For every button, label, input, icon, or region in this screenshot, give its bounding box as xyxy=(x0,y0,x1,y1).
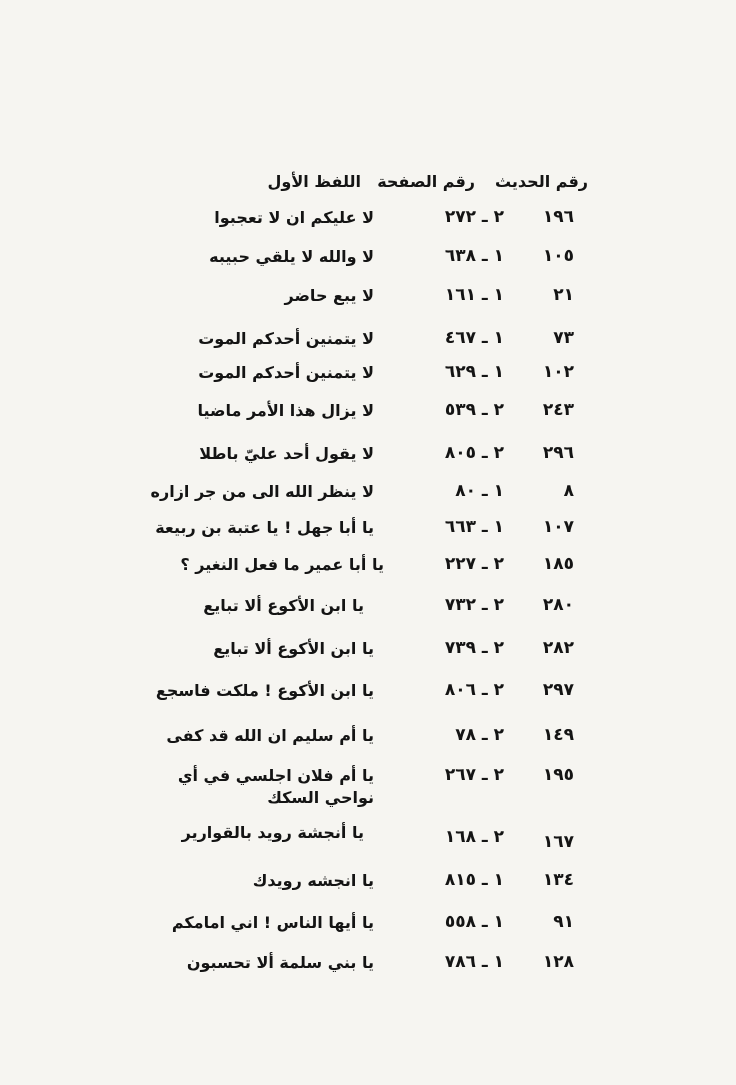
first-word-header: اللفظ الأول xyxy=(267,172,361,191)
page-reference: ٢ ـ ١٦٨ xyxy=(444,827,504,847)
first-words: يا انجشه رويدك xyxy=(252,871,374,890)
first-words: لا يقول أحد عليّ باطلا xyxy=(199,444,374,463)
page-reference: ١ ـ ٦٢٩ xyxy=(444,362,504,382)
hadith-number: ١٠٢ xyxy=(542,362,574,382)
hadith-number: ٢١ xyxy=(553,285,574,305)
first-words: يا ابن الأكوع ألا تبايع xyxy=(213,639,374,658)
page-number-header: رقم الصفحة xyxy=(377,172,475,191)
hadith-number: ٨ xyxy=(563,481,574,501)
page-reference: ١ ـ ٨١٥ xyxy=(444,870,504,890)
page-reference: ١ ـ ٦٦٣ xyxy=(444,517,504,537)
page-reference: ١ ـ ٦٣٨ xyxy=(444,246,504,266)
page-reference: ١ ـ ٤٦٧ xyxy=(444,328,504,348)
first-words: لا يبع حاضر xyxy=(284,286,374,305)
page-reference: ١ ـ ١٦١ xyxy=(444,285,504,305)
hadith-number: ٢٩٧ xyxy=(542,680,574,700)
hadith-number: ٢٨٢ xyxy=(542,638,574,658)
hadith-number: ٢٩٦ xyxy=(542,443,574,463)
hadith-number: ١٠٧ xyxy=(542,517,574,537)
hadith-number: ١٢٨ xyxy=(542,952,574,972)
first-words: يا أبا جهل ! يا عتبة بن ربيعة xyxy=(155,518,374,537)
first-words: يا أم سليم ان الله قد كفى xyxy=(166,726,374,745)
hadith-number: ٧٣ xyxy=(553,328,574,348)
first-words: يا بني سلمة ألا تحسبون xyxy=(186,953,374,972)
hadith-number: ٩١ xyxy=(553,912,574,932)
page-reference: ٢ ـ ٧٣٢ xyxy=(444,595,504,615)
first-words: لا ينظر الله الى من جر ازاره xyxy=(150,482,374,501)
hadith-number: ٢٨٠ xyxy=(542,595,574,615)
first-words: يا أم فلان اجلسي في أي نواحي السكك xyxy=(177,766,374,807)
first-words: يا ابن الأكوع ! ملكت فاسجع xyxy=(155,681,374,700)
page-reference: ٢ ـ ٧٣٩ xyxy=(444,638,504,658)
first-words: لا يتمنين أحدكم الموت xyxy=(198,329,374,348)
page-reference: ٢ ـ ٢٦٧ xyxy=(444,765,504,785)
page-reference: ٢ ـ ٨٠٦ xyxy=(444,680,504,700)
first-words: لا عليكم ان لا تعجبوا xyxy=(214,208,374,227)
page-reference: ٢ ـ ٨٠٥ xyxy=(444,443,504,463)
page-reference: ٢ ـ ٢٧٢ xyxy=(444,207,504,227)
hadith-number: ١٦٧ xyxy=(542,832,574,852)
hadith-number: ٢٤٣ xyxy=(542,400,574,420)
hadith-number: ١٩٦ xyxy=(542,207,574,227)
first-words: يا ابن الأكوع ألا تبايع xyxy=(203,596,364,615)
first-words: يا أنجشة رويد بالقوارير xyxy=(181,823,364,842)
first-words: لا يزال هذا الأمر ماضيا xyxy=(197,401,374,420)
hadith-number: ١٤٩ xyxy=(542,725,574,745)
page-reference: ١ ـ ٨٠ xyxy=(455,481,504,501)
page-reference: ٢ ـ ٢٢٧ xyxy=(444,554,504,574)
first-words: لا والله لا يلقي حبيبه xyxy=(209,247,374,266)
hadith-number-header: رقم الحديث xyxy=(494,172,588,191)
hadith-number: ١٩٥ xyxy=(542,765,574,785)
page-reference: ٢ ـ ٧٨ xyxy=(455,725,504,745)
hadith-number: ١٠٥ xyxy=(542,246,574,266)
page-reference: ١ ـ ٥٥٨ xyxy=(444,912,504,932)
page-reference: ١ ـ ٧٨٦ xyxy=(444,952,504,972)
first-words: يا أيها الناس ! اني امامكم xyxy=(171,913,374,932)
first-words: يا أبا عمير ما فعل النغير ؟ xyxy=(180,555,384,574)
hadith-number: ١٣٤ xyxy=(542,870,574,890)
first-words: لا يتمنين أحدكم الموت xyxy=(198,363,374,382)
page-reference: ٢ ـ ٥٣٩ xyxy=(444,400,504,420)
hadith-number: ١٨٥ xyxy=(542,554,574,574)
